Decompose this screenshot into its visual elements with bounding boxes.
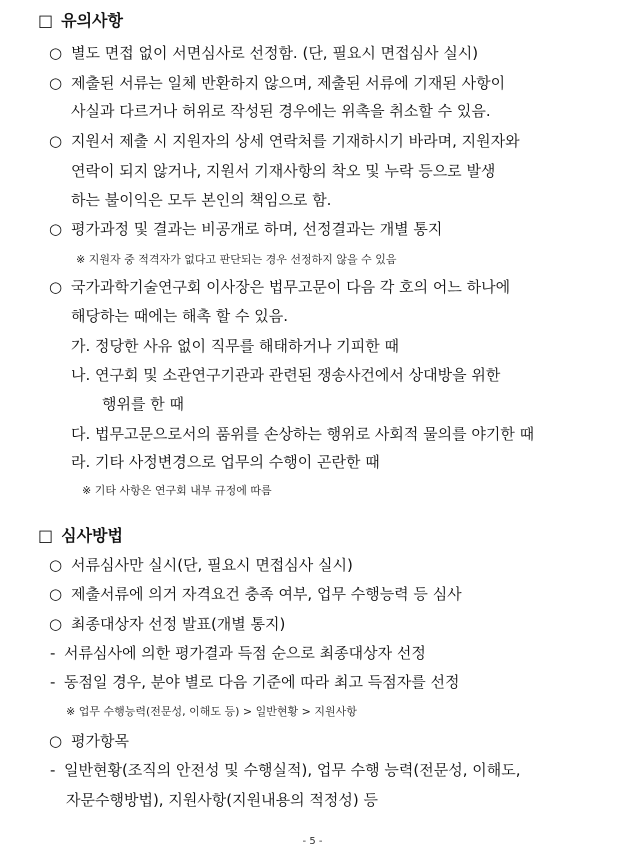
sub-item: 가. 정당한 사유 없이 직무를 해태하거나 기피한 때 [71,337,399,355]
dash-bullet-icon: - [50,673,56,691]
section-heading-review [38,526,123,546]
note-line: ※ 지원자 중 적격자가 없다고 판단되는 경우 선정하지 않을 수 있음 [76,253,397,266]
note-mark-icon: ※ [66,705,76,718]
dash-item-continuation: 자문수행방법), 지원사항(지원내용의 적정성) 등 [66,791,378,809]
list-item-continuation: 해당하는 때에는 해촉 할 수 있음. [71,307,288,325]
note-line: ※ 기타 사항은 연구회 내부 규정에 따름 [82,484,272,497]
section-heading-notes [38,11,123,31]
circle-bullet-icon: ○ [49,278,63,296]
circle-bullet-icon: ○ [49,74,63,92]
dash-bullet-icon: - [50,761,56,779]
circle-bullet-icon: ○ [49,556,63,574]
list-item: ○ 제출서류에 의거 자격요건 충족 여부, 업무 수행능력 등 심사 [49,585,462,603]
dash-item: - 일반현황(조직의 안전성 및 수행실적), 업무 수행 능력(전문성, 이해도, [50,761,521,779]
sub-item-continuation: 행위를 한 때 [102,395,184,413]
list-item: ○ 국가과학기술연구회 이사장은 법무고문이 다음 각 호의 어느 하나에 [49,278,511,296]
dash-bullet-icon: - [50,644,56,662]
circle-bullet-icon: ○ [49,732,63,750]
circle-bullet-icon: ○ [49,585,63,603]
circle-bullet-icon: ○ [49,132,63,150]
sub-item: 라. 기타 사정변경으로 업무의 수행이 곤란한 때 [71,453,380,471]
note-line: ※ 업무 수행능력(전문성, 이해도 등) > 일반현황 > 지원사항 [66,705,357,718]
list-item: ○ 별도 면접 없이 서면심사로 선정함. (단, 필요시 면접심사 실시) [49,44,479,62]
circle-bullet-icon: ○ [49,44,63,62]
list-item: ○ 서류심사만 실시(단, 필요시 면접심사 실시) [49,556,353,574]
square-bullet-icon: □ [38,526,54,545]
circle-bullet-icon: ○ [49,220,63,238]
list-item-continuation: 연락이 되지 않거나, 지원서 기재사항의 착오 및 누락 등으로 발생 [71,162,496,180]
sub-item: 다. 법무고문으로서의 품위를 손상하는 행위로 사회적 물의를 야기한 때 [71,425,535,443]
note-mark-icon: ※ [82,484,92,497]
list-item: ○ 제출된 서류는 일체 반환하지 않으며, 제출된 서류에 기재된 사항이 [49,74,506,92]
square-bullet-icon: □ [38,11,54,30]
page-number: - 5 - [302,836,323,847]
list-item: ○ 평가항목 [49,732,129,750]
circle-bullet-icon: ○ [49,615,63,633]
list-item-continuation: 사실과 다르거나 허위로 작성된 경우에는 위촉을 취소할 수 있음. [71,102,491,120]
sub-item: 나. 연구회 및 소관연구기관과 관련된 쟁송사건에서 상대방을 위한 [71,366,501,384]
list-item: ○ 최종대상자 선정 발표(개별 통지) [49,615,286,633]
dash-item: - 동점일 경우, 분야 별로 다음 기준에 따라 최고 득점자를 선정 [50,673,460,691]
list-item: ○ 지원서 제출 시 지원자의 상세 연락처를 기재하시기 바라며, 지원자와 [49,132,520,150]
list-item-continuation: 하는 불이익은 모두 본인의 책임으로 함. [71,191,332,209]
list-item: ○ 평가과정 및 결과는 비공개로 하며, 선정결과는 개별 통지 [49,220,443,238]
section-title: 심사방법 [61,526,123,545]
section-title: 유의사항 [61,11,123,30]
dash-item: - 서류심사에 의한 평가결과 득점 순으로 최종대상자 선정 [50,644,426,662]
note-mark-icon: ※ [76,253,86,266]
